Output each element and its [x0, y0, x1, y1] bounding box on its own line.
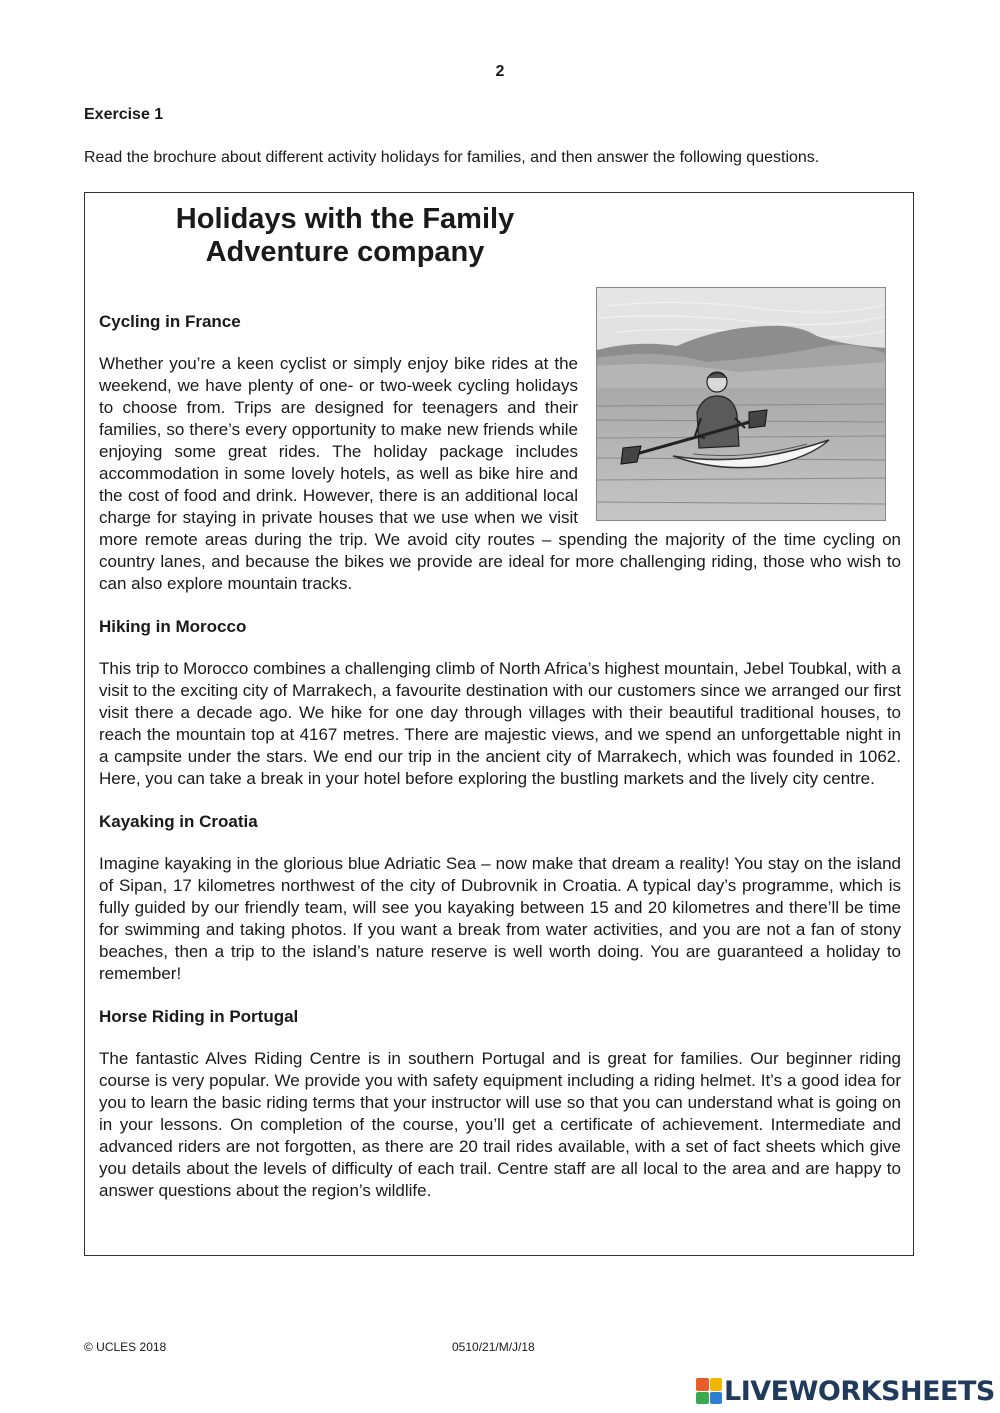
liveworksheets-watermark[interactable] [696, 1376, 995, 1406]
brochure-title [99, 203, 591, 269]
section-heading-horse-riding: Horse Riding in Portugal [99, 1007, 299, 1026]
brochure-title-line-2: Adventure company [205, 236, 485, 268]
brochure-box [84, 192, 914, 1256]
brochure-content [99, 193, 901, 1202]
section-text-cycling: Whether you’re a keen cyclist or simply enjoy bike rides at the weekend, we have plenty of one- or two-week cycling holidays to choose from. Trips are designed for teenagers and their families, so there’s every opportunity to make new friends while enjoying some great rides. The holiday package includes accommodation in some lovely hotels, as well as bike hire and the cost of food and drink. However, there is an additional local charge for staying in private houses that we use when we visit more remote areas during the trip. We avoid city routes – spending the majority of the time cycling on country lanes, and because the bikes we provide are ideal for more challenging riding, those who wish to can also explore mountain tracks. [99, 354, 901, 593]
exercise-instructions: Read the brochure about different activity holidays for families, and then answer the following questions. [84, 149, 820, 166]
section-text-horse-riding: The fantastic Alves Riding Centre is in southern Portugal and is great for families. Our beginner riding course is very popular. We provide you with safety equipment including a riding helmet. It’s a good idea for you to learn the basic riding terms that your instructor will use so that you can understand what is going on in your lessons. On completion of the course, you’ll get a certificate of achievement. Intermediate and advanced riders are not forgotten, as there are 20 trail rides available, with a set of fact sheets which give you details about the levels of difficulty of each trail. Centre staff are all local to the area and are happy to answer questions about the region’s wildlife. [99, 1049, 901, 1200]
liveworksheets-logo-icon [696, 1378, 722, 1404]
section-heading-cycling: Cycling in France [99, 312, 241, 331]
section-heading-hiking: Hiking in Morocco [99, 617, 247, 636]
logo-square-1 [696, 1378, 709, 1391]
logo-square-4 [710, 1392, 723, 1405]
footer-copyright: © UCLES 2018 [84, 1340, 167, 1354]
footer-paper-code: 0510/21/M/J/18 [452, 1340, 535, 1354]
section-heading-kayaking: Kayaking in Croatia [99, 812, 258, 831]
watermark-text: LIVEWORKSHEETS [724, 1375, 995, 1407]
logo-square-3 [696, 1392, 709, 1405]
kayaker-illustration-icon [596, 287, 886, 521]
brochure-title-line-1: Holidays with the Family [175, 203, 515, 235]
section-text-hiking: This trip to Morocco combines a challenging climb of North Africa’s highest mountain, Jebel Toubkal, with a visit to the exciting city of Marrakech, a favourite destination with our customers since we arranged our first visit there a decade ago. We hike for one day through villages with their beautiful traditional houses, to reach the mountain top at 4167 metres. There are majestic views, and we spend an unforgettable night in a campsite under the stars. We end our trip in the ancient city of Marrakech, which was founded in 1062. Here, you can take a break in your hotel before exploring the bustling markets and the lively city centre. [99, 659, 901, 788]
exercise-title: Exercise 1 [84, 106, 164, 123]
section-text-kayaking: Imagine kayaking in the glorious blue Adriatic Sea – now make that dream a reality! You stay on the island of Sipan, 17 kilometres northwest of the city of Dubrovnik in Croatia. A typical day’s programme, which is fully guided by our friendly team, will see you kayaking between 15 and 20 kilometres and there’ll be time for swimming and taking photos. If you want a break from water activities, and you are not a fan of stony beaches, then a trip to the island’s nature reserve is well worth doing. You are guaranteed a holiday to remember! [99, 854, 901, 983]
logo-square-2 [710, 1378, 723, 1391]
page-number: 2 [495, 63, 505, 80]
kayaker-illustration-svg [597, 288, 886, 521]
